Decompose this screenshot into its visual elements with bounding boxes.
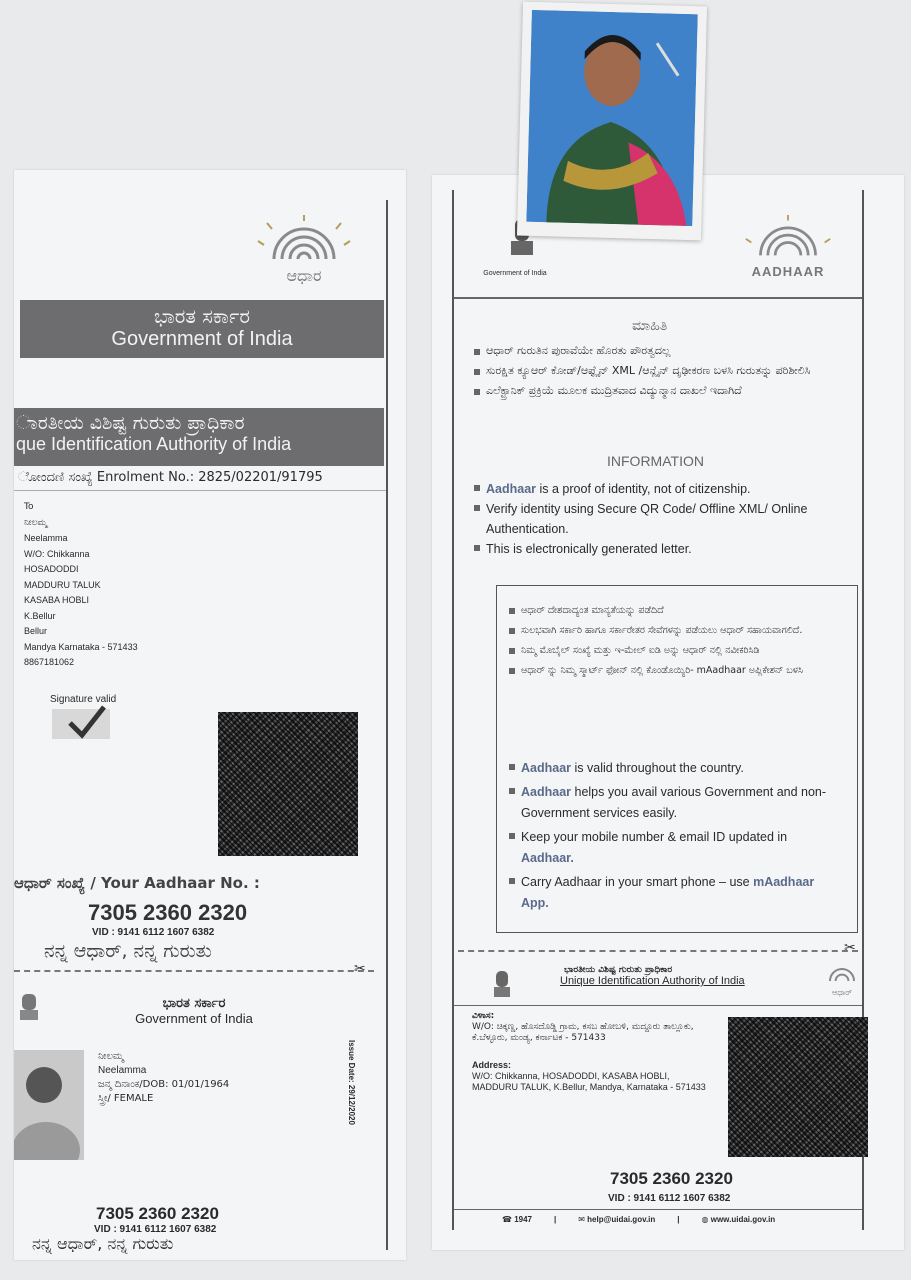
vid-number: VID : 9141 6112 1607 6382 (92, 927, 215, 938)
address-kannada-label: ವಿಳಾಸ: (472, 1011, 495, 1021)
card-name-kannada: ನೀಲಮ್ಮ (98, 1051, 124, 1062)
passport-photo (517, 2, 707, 241)
list-item-text: is a proof of identity, not of citizenship. (536, 482, 751, 496)
card-gov-header (94, 996, 294, 1026)
card-vid: VID : 9141 6112 1607 6382 (608, 1193, 731, 1204)
card-gov-english: Government of India (135, 1011, 253, 1026)
scissors-icon: ✂ (354, 960, 366, 976)
info-english-list (474, 479, 859, 559)
brand-text: mAadhaar App. (521, 875, 815, 910)
gov-english: Government of India (111, 328, 293, 350)
list-item (509, 624, 829, 638)
address-line: Mandya Karnataka - 571433 (24, 641, 138, 652)
list-item (474, 539, 859, 559)
info-english-title: INFORMATION (607, 453, 704, 469)
right-aadhaar-letter (432, 175, 904, 1250)
cut-line (14, 970, 374, 972)
emblem-icon (490, 967, 514, 1001)
qr-code (218, 712, 358, 856)
emblem-caption: Government of India (483, 270, 547, 277)
list-item (474, 383, 854, 399)
address-line: KASABA HOBLI (24, 595, 90, 605)
card-gov-kannada: ಭಾರತ ಸರ್ಕಾರ (162, 996, 226, 1011)
aadhaar-number-label: ಆಧಾರ್ ಸಂಖ್ಯೆ / Your Aadhaar No. : (14, 874, 260, 892)
box-english-list (509, 758, 839, 914)
list-item-text: ಆಧಾರ್ ನ್ನು ನಿಮ್ಮ ಸ್ಮಾರ್ಟ್ ಫೋನ್ ನಲ್ಲಿ ಕೊಂಡೊಯ್ಯಿರಿ- mAadhaar ಅಪ್ಲಿಕೇಶನ್ ಬಳಸಿ (521, 665, 803, 676)
footer-email (578, 1215, 655, 1224)
issue-date: Issue Date: 29/12/2020 (347, 1040, 356, 1125)
card-photo (14, 1050, 84, 1160)
portrait-image (526, 10, 697, 226)
card-uidai-header (560, 965, 745, 987)
globe-icon: ◍ (701, 1215, 711, 1224)
list-item (474, 363, 854, 379)
address-line: Bellur (24, 626, 48, 636)
info-kannada-list (474, 343, 854, 399)
card-qr-code (728, 1017, 868, 1157)
list-item-text: This is electronically generated letter. (486, 542, 692, 556)
list-item-text: Carry Aadhaar in your smart phone – use (521, 875, 754, 889)
brand-text: Aadhaar. (521, 851, 574, 865)
list-item-text: ಆಧಾರ್ ಗುರುತಿನ ಪುರಾವೆಯೇ ಹೊರತು ಪೌರತ್ವದಲ್ಲ (486, 344, 671, 357)
list-item-text: is valid throughout the country. (571, 761, 744, 775)
list-item (474, 479, 859, 499)
address-line: HOSADODDI (24, 564, 79, 574)
card-uidai-english: Unique Identification Authority of India (560, 975, 745, 987)
tagline: ನನ್ನ ಆಧಾರ್, ನನ್ನ ಗುರುತು (44, 940, 212, 962)
footer-email-text: help@uidai.gov.in (587, 1215, 656, 1224)
email-icon: ✉ (578, 1215, 588, 1224)
recipient-address (24, 500, 138, 671)
scissors-icon: ✂ (844, 939, 856, 955)
list-item-text: Verify identity using Secure QR Code/ Offline XML/ Online Authentication. (486, 502, 808, 536)
footer-phone (502, 1215, 532, 1224)
card-aadhaar-number: 7305 2360 2320 (610, 1169, 733, 1188)
list-item (509, 758, 839, 779)
brand-text: Aadhaar (486, 482, 537, 496)
footer-web (702, 1215, 776, 1224)
list-item (509, 872, 839, 914)
list-item (509, 604, 829, 618)
aadhaar-fingerprint-logo (738, 215, 838, 285)
address-line: To (24, 502, 34, 512)
address-line: MADDURU TALUK (24, 579, 101, 590)
checkmark-icon (50, 705, 120, 745)
address-line: ನೀಲಮ್ಮ (24, 517, 48, 528)
list-item-text: ಎಲೆಕ್ಟ್ರಾನಿಕ್ ಪ್ರಕ್ರಿಯೆ ಮೂಲಕ ಮುದ್ರಿತವಾದ ವಿದ್ಯುನ್ಮಾನ ದಾಖಲೆ ಇದಾಗಿದೆ (486, 384, 742, 397)
address-line: 8867181062 (24, 657, 75, 667)
card-address (472, 1011, 712, 1093)
gov-band (20, 300, 384, 358)
aadhaar-fingerprint-icon (822, 963, 862, 983)
card-dob: ಜನ್ಮ ದಿನಾಂಕ/DOB: 01/01/1964 (98, 1079, 230, 1090)
list-item-text: Keep your mobile number & email ID updated in (521, 830, 788, 844)
brand-text: Aadhaar (521, 761, 572, 775)
address-english: W/O: Chikkanna, HOSADODDI, KASABA HOBLI, MADDURU TALUK, K.Bellur, Mandya, Karnataka - 571433 (472, 1071, 706, 1092)
address-line: K.Bellur (24, 610, 56, 621)
signature-label: Signature valid (50, 694, 117, 705)
list-item (474, 343, 854, 359)
card-logo-text: ಆಧಾರ್ (831, 988, 853, 997)
card-tagline: ನನ್ನ ಆಧಾರ್, ನನ್ನ ಗುರುತು (32, 1234, 174, 1253)
list-item-text: ನಿಮ್ಮ ಮೊಬೈಲ್ ಸಂಖ್ಯೆ ಮತ್ತು ಇ-ಮೇಲ್ ಐಡಿ ಅನ್ನು ಆಧಾರ್ ನಲ್ಲಿ ನವೀಕರಿಸಿಡಿ (521, 645, 760, 656)
left-aadhaar-letter (14, 170, 406, 1260)
aadhaar-number: 7305 2360 2320 (88, 900, 248, 925)
list-item-text: ಆಧಾರ್ ದೇಶದಾದ್ಯಂತ ಮಾನ್ಯತೆಯನ್ನು ಪಡೆದಿದೆ (521, 605, 664, 616)
uidai-kannada: ಾರತೀಯ ವಿಶಿಷ್ಟ ಗುರುತು ಪ್ರಾಧಿಕಾರ (16, 412, 245, 434)
uidai-band (14, 408, 384, 466)
list-item (509, 644, 829, 658)
list-item (509, 664, 829, 678)
card-aadhaar-logo (820, 963, 864, 998)
issue-date-wrap (344, 1040, 358, 1160)
address-english-label: Address: (472, 1060, 512, 1070)
brand-text: Aadhaar (521, 785, 572, 799)
phone-icon: ☎ (502, 1215, 515, 1224)
cut-line (458, 950, 858, 952)
aadhaar-logo-text: ಆಧಾರ (286, 266, 322, 285)
emblem-icon (16, 990, 42, 1024)
footer-phone-text: 1947 (514, 1215, 532, 1224)
info-kannada-title: ಮಾಹಿತಿ (632, 318, 668, 334)
address-kannada: W/O: ಚಿಕ್ಕಣ್ಣ, ಹೊಸದೊಡ್ಡಿ ಗ್ರಾಮ, ಕಸಬ ಹೋಬಳಿ, ಮದ್ದೂರು ತಾಲ್ಲೂಕು, ಕೆ.ಬೆಳ್ಳೂರು, ಮಂಡ್ಯ, ಕರ್ನಾಟಕ - 571433 (472, 1022, 694, 1043)
address-line: W/O: Chikkanna (24, 548, 90, 559)
card-vid: VID : 9141 6112 1607 6382 (94, 1224, 217, 1235)
card-footer: ☎ 1947 | ✉ help@uidai.gov.in | ◍ www.uidai.gov.in (502, 1215, 776, 1224)
info-box (496, 585, 858, 933)
card-gender: ಸ್ತ್ರೀ/ FEMALE (98, 1093, 154, 1104)
list-item-text: ಸುಲಭವಾಗಿ ಸರ್ಕಾರಿ ಹಾಗೂ ಸರ್ಕಾರೇತರ ಸೇವೆಗಳನ್ನು ಪಡೆಯಲು ಆಧಾರ್ ಸಹಾಯವಾಗಲಿದೆ. (521, 625, 803, 636)
aadhaar-logo-text: AADHAAR (751, 264, 825, 279)
uidai-english: que Identification Authority of India (16, 434, 292, 454)
card-details (98, 1050, 229, 1106)
aadhaar-fingerprint-logo (254, 215, 354, 285)
list-item-text: helps you avail various Government and non-Government services easily. (521, 785, 827, 820)
card-uidai-kannada: ಭಾರತೀಯ ವಿಶಿಷ್ಟ ಗುರುತು ಪ್ರಾಧಿಕಾರ (564, 965, 673, 975)
footer-web-text: www.uidai.gov.in (710, 1215, 776, 1224)
address-line: Neelamma (24, 533, 68, 543)
enrolment-number: ೋಂದಣಿ ಸಂಖ್ಯೆ Enrolment No.: 2825/02201/91795 (18, 470, 323, 485)
list-item (474, 499, 859, 539)
list-item-text: ಸುರಕ್ಷಿತ ಕ್ಯೂಆರ್ ಕೋಡ್/ಆಫ್ಲೈನ್ XML /ಆನ್ಲೈನ್ ದೃಢೀಕರಣ ಬಳಸಿ ಗುರುತನ್ನು ಪರಿಶೀಲಿಸಿ (486, 364, 811, 377)
card-aadhaar-number: 7305 2360 2320 (96, 1204, 219, 1223)
signature-valid (50, 694, 120, 750)
card-name-english: Neelamma (98, 1065, 147, 1076)
list-item (509, 782, 839, 824)
gov-kannada: ಭಾರತ ಸರ್ಕಾರ (154, 304, 250, 328)
list-item (509, 827, 839, 869)
box-kannada-list (509, 604, 829, 678)
